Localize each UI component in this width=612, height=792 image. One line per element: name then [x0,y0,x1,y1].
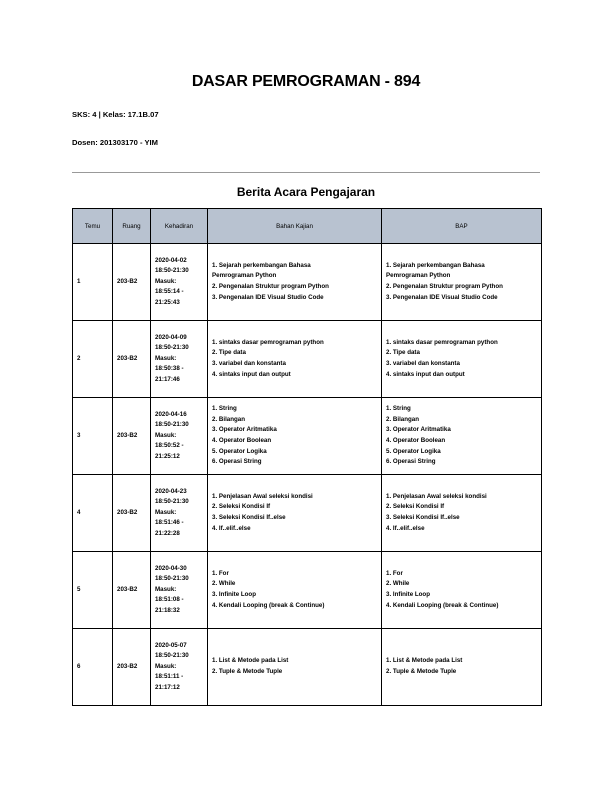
cell-bap-line: 1. For [386,569,403,577]
cell-kehadiran-line: 21:25:12 [155,452,180,460]
cell-bap-line: 3. variabel dan konstanta [386,360,460,367]
cell-kehadiran-line: 2020-05-07 [155,641,187,649]
table-row [73,321,542,398]
cell-kehadiran-line: 21:25:43 [155,298,180,306]
cell-bap-line: 3. Pengenalan IDE Visual Studio Code [386,293,498,301]
cell-bahan-kajian-line: 1. Sejarah perkembangan Bahasa [212,261,311,269]
cell-bahan-kajian-line: 3. Seleksi Kondisi If..else [212,514,286,521]
cell-kehadiran-line: 18:51:46 - [155,519,184,527]
cell-kehadiran-line: 2020-04-30 [155,564,187,572]
cell-kehadiran-line: 2020-04-02 [155,256,187,264]
cell-bahan-kajian-line: 1. Penjelasan Awal seleksi kondisi [212,492,313,500]
header-ruang: Ruang [113,209,151,244]
cell-bap [382,475,542,552]
cell-bap-line: 2. Bilangan [386,415,420,423]
cell-kehadiran-line: 2020-04-16 [155,410,187,418]
cell-ruang: 203-B2 [113,552,151,629]
cell-bap [382,552,542,629]
cell-bap-line: 2. Seleksi Kondisi If [386,503,445,511]
cell-ruang: 203-B2 [113,475,151,552]
cell-bap [382,244,542,321]
cell-bahan-kajian [208,629,382,706]
cell-bahan-kajian-line: 3. Infinite Loop [212,591,256,598]
cell-bap-line: 2. While [386,580,410,588]
cell-bahan-kajian [208,475,382,552]
cell-kehadiran [151,629,208,706]
cell-temu: 1 [73,244,113,321]
cell-bap-line: 2. Tuple & Metode Tuple [386,668,457,675]
cell-bahan-kajian-line: 2. Tipe data [212,349,246,357]
cell-bahan-kajian-line: 3. Pengenalan IDE Visual Studio Code [212,293,324,301]
cell-kehadiran-line: 18:51:08 - [155,596,184,604]
cell-kehadiran-line: 2020-04-23 [155,487,187,495]
bap-table [72,208,542,706]
cell-bap-line: 1. sintaks dasar pemrograman python [386,338,498,346]
cell-temu: 5 [73,552,113,629]
cell-bap-line: 3. Operator Aritmatika [386,426,451,434]
cell-kehadiran [151,475,208,552]
cell-bahan-kajian-line: 2. Pengenalan Struktur program Python [212,283,329,290]
cell-bap-line: 4. If..elif..else [386,524,425,532]
cell-bap-line: 1. List & Metode pada List [386,657,463,665]
header-bahan-kajian: Bahan Kajian [208,209,382,244]
table-row [73,552,542,629]
cell-bap [382,629,542,706]
cell-temu: 2 [73,321,113,398]
cell-bap-line: 4. Operator Boolean [386,437,446,444]
cell-kehadiran-line: Masuk: [155,508,177,516]
cell-kehadiran [151,244,208,321]
cell-kehadiran [151,398,208,475]
cell-bahan-kajian [208,244,382,321]
cell-bap-line: 6. Operasi String [386,458,436,466]
cell-kehadiran-line: Masuk: [155,431,177,439]
cell-bap-line: 3. Infinite Loop [386,591,430,598]
cell-bap-line: 4. sintaks input dan output [386,370,465,378]
cell-bahan-kajian-line: 4. Operator Boolean [212,437,272,444]
cell-kehadiran-line: Masuk: [155,277,177,285]
cell-bap-line: 1. String [386,405,411,413]
cell-bahan-kajian-line: 1. sintaks dasar pemrograman python [212,338,324,346]
cell-kehadiran-line: 18:55:14 - [155,288,184,296]
cell-kehadiran-line: 21:22:28 [155,529,180,537]
cell-kehadiran-line: 18:50-21:30 [155,575,189,583]
cell-bap-line: 2. Tipe data [386,349,420,357]
cell-bap-line: 1. Sejarah perkembangan Bahasa [386,261,485,269]
cell-bahan-kajian-line: 2. Bilangan [212,415,246,423]
cell-bahan-kajian-line: 2. Tuple & Metode Tuple [212,668,283,675]
cell-kehadiran-line: Masuk: [155,662,177,670]
cell-bap-line: 2. Pengenalan Struktur program Python [386,283,503,290]
cell-kehadiran-line: 2020-04-09 [155,333,187,341]
cell-kehadiran-line: 18:51:11 - [155,673,184,681]
cell-ruang: 203-B2 [113,398,151,475]
cell-bap-line: 3. Seleksi Kondisi If..else [386,514,460,521]
table-row [73,398,542,475]
cell-kehadiran-line: 18:50-21:30 [155,652,189,660]
dosen-info: Dosen: 201303170 - YIM [72,138,158,147]
section-title: Berita Acara Pengajaran [236,185,376,199]
cell-bahan-kajian-line: 2. Seleksi Kondisi If [212,503,271,511]
header-kehadiran: Kehadiran [151,209,208,244]
cell-bahan-kajian-line: 1. For [212,569,229,577]
cell-bahan-kajian-line: 1. List & Metode pada List [212,657,289,665]
cell-kehadiran [151,321,208,398]
cell-bahan-kajian-line: 6. Operasi String [212,458,262,466]
header-bap: BAP [382,209,542,244]
cell-bahan-kajian-line: 4. Kendali Looping (break & Continue) [212,601,325,609]
cell-bap-line: Pemrograman Python [386,272,451,280]
cell-bahan-kajian-line: Pemrograman Python [212,272,277,280]
cell-bahan-kajian-line: 2. While [212,580,236,588]
header-temu: Temu [73,209,113,244]
cell-bap-line: 4. Kendali Looping (break & Continue) [386,601,499,609]
divider [72,172,540,173]
cell-kehadiran-line: 18:50-21:30 [155,498,189,506]
cell-bahan-kajian [208,321,382,398]
cell-ruang: 203-B2 [113,321,151,398]
cell-ruang: 203-B2 [113,244,151,321]
cell-kehadiran-line: 18:50-21:30 [155,267,189,275]
cell-bahan-kajian-line: 3. Operator Aritmatika [212,426,277,434]
table-row [73,475,542,552]
cell-kehadiran-line: 18:50-21:30 [155,344,189,352]
page-title: DASAR PEMROGRAMAN - 894 [191,73,421,90]
cell-bahan-kajian-line: 4. If..elif..else [212,524,251,532]
cell-kehadiran [151,552,208,629]
cell-bahan-kajian-line: 5. Operator Logika [212,447,267,455]
cell-bap-line: 1. Penjelasan Awal seleksi kondisi [386,492,487,500]
cell-kehadiran-line: Masuk: [155,585,177,593]
cell-bap [382,321,542,398]
sks-kelas-info: SKS: 4 | Kelas: 17.1B.07 [72,110,159,119]
cell-bahan-kajian [208,398,382,475]
cell-bahan-kajian [208,552,382,629]
cell-bap [382,398,542,475]
cell-temu: 4 [73,475,113,552]
cell-bahan-kajian-line: 1. String [212,405,237,413]
cell-bahan-kajian-line: 3. variabel dan konstanta [212,360,286,367]
table-row [73,629,542,706]
cell-kehadiran-line: 18:50-21:30 [155,421,189,429]
cell-temu: 6 [73,629,113,706]
cell-kehadiran-line: 21:18:32 [155,606,180,614]
cell-kehadiran-line: 18:50:38 - [155,365,184,373]
cell-kehadiran-line: 18:50:52 - [155,442,184,450]
table-row [73,244,542,321]
cell-kehadiran-line: Masuk: [155,354,177,362]
cell-kehadiran-line: 21:17:12 [155,683,180,691]
cell-bahan-kajian-line: 4. sintaks input dan output [212,370,291,378]
cell-temu: 3 [73,398,113,475]
table-header-row [73,209,542,244]
cell-bap-line: 5. Operator Logika [386,447,441,455]
cell-ruang: 203-B2 [113,629,151,706]
cell-kehadiran-line: 21:17:46 [155,375,180,383]
